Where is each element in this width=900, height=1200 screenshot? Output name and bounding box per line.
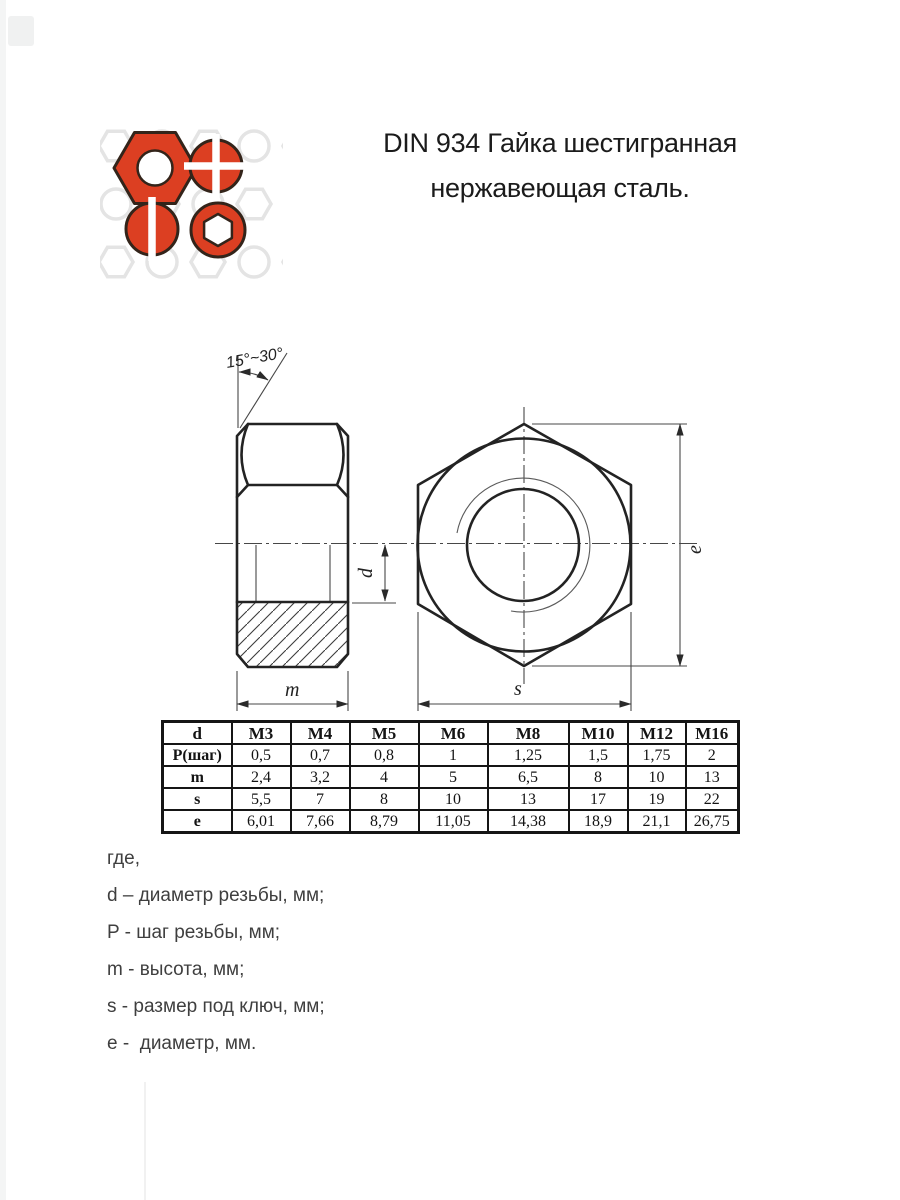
value-cell: 2 [686,744,739,766]
corner-smudge-artifact [8,16,34,46]
value-cell: 22 [686,788,739,810]
scan-edge-artifact [0,0,6,1200]
row-label: e [163,810,232,833]
header-cell-M10: M10 [569,722,628,745]
value-cell: 1 [419,744,488,766]
legend-line: d – диаметр резьбы, мм; [107,885,325,906]
dim-label-m: m [285,679,300,701]
legend-line: P - шаг резьбы, мм; [107,922,281,943]
fastener-pattern-background [100,110,283,288]
page-title-line2: нержавеющая сталь. [430,173,690,203]
table-row-P(шаг) [163,744,739,766]
row-label: s [163,788,232,810]
bore-circle [467,489,579,601]
value-cell: 3,2 [291,766,350,788]
angle-arc [239,372,268,380]
value-cell: 10 [628,766,686,788]
dim-label-e: e [684,545,706,554]
table-row-e [163,810,739,833]
chamfer-arc-left [242,424,249,485]
header-cell-M12: M12 [628,722,686,745]
row-label: m [163,766,232,788]
row-label: P(шаг) [163,744,232,766]
page-title-line1: DIN 934 Гайка шестигранная [383,128,737,158]
value-cell: 10 [419,788,488,810]
header-cell-M4: M4 [291,722,350,745]
value-cell: 7,66 [291,810,350,833]
value-cell: 19 [628,788,686,810]
value-cell: 6,5 [488,766,569,788]
value-cell: 2,4 [232,766,291,788]
dim-extensions-e [532,424,687,666]
legend-intro: где, [107,848,141,869]
value-cell: 11,05 [419,810,488,833]
chamfer-arc-right [337,424,344,485]
value-cell: 5 [419,766,488,788]
legend [107,849,325,1071]
table-row-m [163,766,739,788]
section-hatch-area [237,602,348,667]
value-cell: 8 [569,766,628,788]
chamfer-corner-lines [237,485,348,497]
value-cell: 4 [350,766,419,788]
value-cell: 18,9 [569,810,628,833]
value-cell: 0,8 [350,744,419,766]
legend-line: e - диаметр, мм. [107,1033,257,1054]
value-cell: 17 [569,788,628,810]
value-cell: 21,1 [628,810,686,833]
scan-line-artifact [144,1082,146,1200]
table-row-s [163,788,739,810]
value-cell: 13 [488,788,569,810]
nut-technical-drawing [150,330,730,730]
value-cell: 14,38 [488,810,569,833]
value-cell: 1,75 [628,744,686,766]
header-cell-M16: M16 [686,722,739,745]
header-cell-M5: M5 [350,722,419,745]
value-cell: 1,25 [488,744,569,766]
header-cell-M8: M8 [488,722,569,745]
value-cell: 5,5 [232,788,291,810]
value-cell: 8,79 [350,810,419,833]
page-title [340,121,780,211]
bore-wall-lines [256,545,330,601]
value-cell: 0,7 [291,744,350,766]
header-cell-M6: M6 [419,722,488,745]
dimensions-table-body [163,722,739,833]
dim-label-d: d [355,568,377,578]
value-cell: 26,75 [686,810,739,833]
value-cell: 8 [350,788,419,810]
hex-socket-head-icon [191,203,245,257]
table-header-row [163,722,739,745]
dimensions-table [161,720,740,834]
legend-line: m - высота, мм; [107,959,245,980]
value-cell: 6,01 [232,810,291,833]
value-cell: 7 [291,788,350,810]
fastener-logo [95,105,290,290]
value-cell: 0,5 [232,744,291,766]
value-cell: 1,5 [569,744,628,766]
header-cell-M3: M3 [232,722,291,745]
dim-label-s: s [514,678,522,700]
value-cell: 13 [686,766,739,788]
legend-line: s - размер под ключ, мм; [107,996,325,1017]
header-cell-d: d [163,722,232,745]
angle-label: 15°~30° [224,345,285,372]
